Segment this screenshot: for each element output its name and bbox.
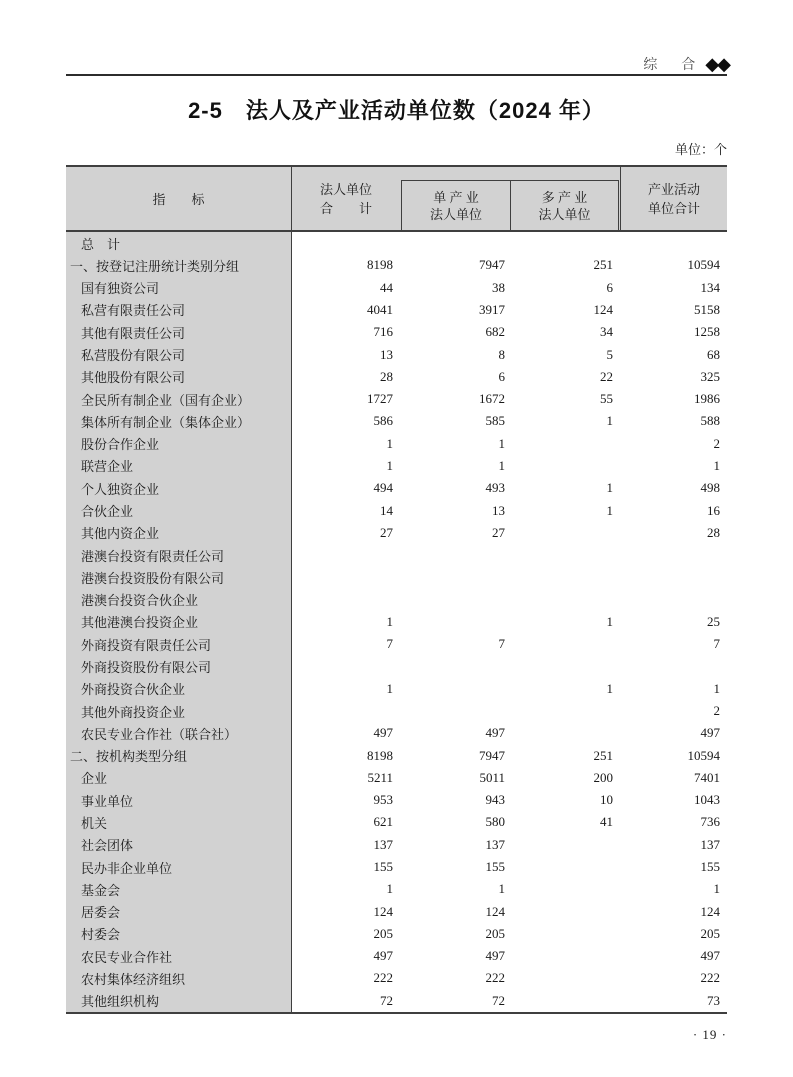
- row-value: 155: [700, 859, 720, 875]
- header-line: 法人单位: [319, 181, 372, 197]
- row-label: 农民专业合作社（联合社）: [66, 722, 292, 744]
- table-row: [66, 811, 727, 833]
- row-value: 3917: [479, 301, 505, 317]
- table-row: [66, 277, 727, 299]
- row-label: 股份合作企业: [66, 433, 292, 455]
- row-value: 41: [600, 814, 613, 830]
- row-value: 1: [498, 881, 505, 897]
- row-value: 1: [498, 435, 505, 451]
- row-label: 其他股份有限公司: [66, 366, 292, 388]
- row-value: 72: [380, 992, 393, 1008]
- row-label: 二、按机构类型分组: [66, 744, 292, 766]
- row-value: 22: [600, 368, 613, 384]
- header-line: 单 产 业: [433, 189, 479, 205]
- row-label: 国有独资公司: [66, 277, 292, 299]
- row-value: 1: [606, 502, 613, 518]
- row-value: 1258: [694, 324, 720, 340]
- header-activity-units-total: [620, 167, 727, 230]
- unit-note: 单位：个: [674, 142, 727, 157]
- section-header: [643, 54, 729, 74]
- row-value: 8198: [367, 257, 393, 273]
- header-legal-units-total: [292, 167, 400, 230]
- row-value: [400, 655, 512, 677]
- row-value: [512, 433, 620, 455]
- row-value: 5158: [694, 301, 720, 317]
- row-value: 25: [707, 613, 720, 629]
- row-value: [400, 544, 512, 566]
- row-label: 外商投资合伙企业: [66, 678, 292, 700]
- table-row: [66, 410, 727, 432]
- row-value: 8198: [367, 747, 393, 763]
- row-value: 155: [373, 859, 393, 875]
- row-label: 居委会: [66, 900, 292, 922]
- row-value: 200: [593, 769, 613, 785]
- row-label: 其他有限责任公司: [66, 321, 292, 343]
- row-value: [292, 566, 400, 588]
- table-row: [66, 633, 727, 655]
- row-value: 1: [606, 480, 613, 496]
- header-line: 法人单位: [538, 206, 591, 222]
- row-label: 社会团体: [66, 834, 292, 856]
- stats-table: [66, 165, 727, 1014]
- row-value: [512, 566, 620, 588]
- header-line: 产业活动: [647, 181, 700, 197]
- row-value: [292, 700, 400, 722]
- row-value: 6: [498, 368, 505, 384]
- row-value: [620, 566, 727, 588]
- row-label: 农民专业合作社: [66, 945, 292, 967]
- row-value: 205: [700, 925, 720, 941]
- table-row: [66, 611, 727, 633]
- table-row: [66, 455, 727, 477]
- row-label: 私营股份有限公司: [66, 343, 292, 365]
- row-value: 716: [373, 324, 393, 340]
- row-value: 28: [707, 524, 720, 540]
- row-label: 合伙企业: [66, 499, 292, 521]
- row-value: 124: [593, 301, 613, 317]
- table-row: [66, 834, 727, 856]
- row-value: [512, 900, 620, 922]
- row-label: 私营有限责任公司: [66, 299, 292, 321]
- row-value: 497: [485, 725, 505, 741]
- table-row: [66, 967, 727, 989]
- row-value: [620, 589, 727, 611]
- table-row: [66, 544, 727, 566]
- row-value: 16: [707, 502, 720, 518]
- row-value: 8: [498, 346, 505, 362]
- page-title: 2-5 法人及产业活动单位数（2024 年）: [188, 98, 605, 123]
- row-value: [512, 455, 620, 477]
- row-value: 5011: [479, 769, 505, 785]
- row-value: 1: [606, 613, 613, 629]
- table-row: [66, 878, 727, 900]
- row-label: 个人独资企业: [66, 477, 292, 499]
- row-value: 497: [700, 948, 720, 964]
- row-value: [292, 589, 400, 611]
- row-label: 港澳台投资股份有限公司: [66, 566, 292, 588]
- row-label: 外商投资股份有限公司: [66, 655, 292, 677]
- header-rule: [66, 74, 727, 76]
- row-value: 1043: [694, 792, 720, 808]
- row-value: 1: [606, 413, 613, 429]
- table-row: [66, 499, 727, 521]
- header-line: 多 产 业: [541, 189, 588, 205]
- header-line: 合 计: [319, 200, 372, 216]
- row-value: [400, 232, 512, 254]
- row-value: 1: [386, 680, 393, 696]
- table-row: [66, 433, 727, 455]
- page-number: · 19 ·: [692, 1027, 727, 1042]
- row-value: 124: [700, 903, 720, 919]
- table-row: [66, 522, 727, 544]
- row-label: 港澳台投资合伙企业: [66, 589, 292, 611]
- row-value: [512, 522, 620, 544]
- row-value: [512, 834, 620, 856]
- row-value: 497: [700, 725, 720, 741]
- row-value: 7: [498, 636, 505, 652]
- row-value: 943: [485, 792, 505, 808]
- row-value: 682: [485, 324, 505, 340]
- row-value: [512, 722, 620, 744]
- table-row: [66, 744, 727, 766]
- table-row: [66, 589, 727, 611]
- table-row: [66, 767, 727, 789]
- row-value: [400, 589, 512, 611]
- row-value: 134: [700, 279, 720, 295]
- table-row: [66, 923, 727, 945]
- row-value: 586: [373, 413, 393, 429]
- table-row: [66, 678, 727, 700]
- table-row: [66, 655, 727, 677]
- row-value: [512, 967, 620, 989]
- table-row: [66, 722, 727, 744]
- table-row: [66, 388, 727, 410]
- row-value: 1: [713, 881, 720, 897]
- row-value: 10: [600, 792, 613, 808]
- row-label: 联营企业: [66, 455, 292, 477]
- header-indicator: 指 标: [66, 167, 292, 230]
- row-value: 124: [485, 903, 505, 919]
- row-value: 7947: [479, 747, 505, 763]
- table-row: [66, 299, 727, 321]
- row-label: 基金会: [66, 878, 292, 900]
- row-label: 企业: [66, 767, 292, 789]
- row-value: 497: [373, 948, 393, 964]
- row-value: 14: [380, 502, 393, 518]
- row-label: 外商投资有限责任公司: [66, 633, 292, 655]
- row-value: 1: [713, 680, 720, 696]
- row-value: [512, 700, 620, 722]
- row-label: 集体所有制企业（集体企业）: [66, 410, 292, 432]
- row-value: 7: [386, 636, 393, 652]
- row-value: [512, 655, 620, 677]
- row-value: [620, 232, 727, 254]
- row-value: 222: [700, 970, 720, 986]
- header-single-industry-units: [402, 181, 510, 230]
- row-value: 13: [380, 346, 393, 362]
- row-value: 1: [386, 457, 393, 473]
- row-value: 1986: [694, 391, 720, 407]
- row-value: 1: [386, 881, 393, 897]
- row-label: 其他内资企业: [66, 522, 292, 544]
- row-value: [512, 232, 620, 254]
- row-value: 1: [386, 613, 393, 629]
- row-value: 44: [380, 279, 393, 295]
- row-label: 一、按登记注册统计类别分组: [66, 254, 292, 276]
- row-value: 27: [380, 524, 393, 540]
- row-value: [512, 589, 620, 611]
- row-value: 27: [492, 524, 505, 540]
- row-value: 621: [373, 814, 393, 830]
- table-row: [66, 321, 727, 343]
- row-value: [512, 856, 620, 878]
- row-value: [512, 990, 620, 1012]
- row-value: 10594: [687, 257, 720, 273]
- row-value: 137: [700, 836, 720, 852]
- table-row: [66, 945, 727, 967]
- row-value: [512, 633, 620, 655]
- row-value: 205: [485, 925, 505, 941]
- row-value: 124: [373, 903, 393, 919]
- row-value: 251: [593, 257, 613, 273]
- row-value: 7401: [694, 769, 720, 785]
- row-value: 1: [606, 680, 613, 696]
- row-value: [292, 232, 400, 254]
- row-label: 农村集体经济组织: [66, 967, 292, 989]
- row-value: 28: [380, 368, 393, 384]
- row-value: [400, 678, 512, 700]
- row-value: [512, 544, 620, 566]
- row-value: 580: [485, 814, 505, 830]
- row-value: 1727: [367, 391, 393, 407]
- row-value: [512, 945, 620, 967]
- row-value: 4041: [367, 301, 393, 317]
- table-row: [66, 254, 727, 276]
- row-value: 155: [485, 859, 505, 875]
- table-row: [66, 990, 727, 1012]
- header-subcolumn-box: [401, 180, 619, 230]
- table-row: [66, 700, 727, 722]
- row-value: 588: [700, 413, 720, 429]
- table-row: [66, 477, 727, 499]
- row-value: 493: [485, 480, 505, 496]
- table-row: [66, 366, 727, 388]
- row-value: 205: [373, 925, 393, 941]
- row-label: 事业单位: [66, 789, 292, 811]
- table-header: [66, 165, 727, 232]
- row-value: [400, 566, 512, 588]
- table-row: [66, 900, 727, 922]
- row-value: 325: [700, 368, 720, 384]
- row-label: 港澳台投资有限责任公司: [66, 544, 292, 566]
- row-value: 222: [373, 970, 393, 986]
- row-value: [620, 544, 727, 566]
- row-value: 5: [606, 346, 613, 362]
- table-row: [66, 232, 727, 254]
- table-row: [66, 789, 727, 811]
- row-value: 34: [600, 324, 613, 340]
- row-value: 1672: [479, 391, 505, 407]
- row-value: 13: [492, 502, 505, 518]
- row-value: 5211: [367, 769, 393, 785]
- row-value: [292, 544, 400, 566]
- header-line: 法人单位: [429, 206, 482, 222]
- row-label: 总 计: [66, 232, 292, 254]
- section-label: 综 合: [643, 56, 706, 72]
- row-value: [512, 923, 620, 945]
- row-value: 497: [485, 948, 505, 964]
- row-value: [512, 878, 620, 900]
- row-label: 全民所有制企业（国有企业）: [66, 388, 292, 410]
- row-value: 2: [713, 435, 720, 451]
- row-value: 68: [707, 346, 720, 362]
- row-value: 2: [713, 703, 720, 719]
- table-body: [66, 232, 727, 1014]
- row-label: 其他港澳台投资企业: [66, 611, 292, 633]
- table-row: [66, 856, 727, 878]
- row-value: 73: [707, 992, 720, 1008]
- row-value: 251: [593, 747, 613, 763]
- row-value: 38: [492, 279, 505, 295]
- row-value: 736: [700, 814, 720, 830]
- row-value: 137: [373, 836, 393, 852]
- table-row: [66, 566, 727, 588]
- header-subcolumn-group: [400, 167, 620, 230]
- row-value: 585: [485, 413, 505, 429]
- row-value: 494: [373, 480, 393, 496]
- row-label: 机关: [66, 811, 292, 833]
- row-value: 498: [700, 480, 720, 496]
- row-value: [620, 655, 727, 677]
- row-value: 7: [713, 636, 720, 652]
- header-multi-industry-units: [510, 181, 618, 230]
- row-value: 497: [373, 725, 393, 741]
- row-value: [292, 655, 400, 677]
- row-value: 55: [600, 391, 613, 407]
- row-label: 村委会: [66, 923, 292, 945]
- row-value: 7947: [479, 257, 505, 273]
- row-value: 10594: [687, 747, 720, 763]
- row-value: 6: [606, 279, 613, 295]
- header-line: 单位合计: [647, 200, 700, 216]
- row-value: [400, 611, 512, 633]
- row-label: 民办非企业单位: [66, 856, 292, 878]
- row-value: 1: [386, 435, 393, 451]
- row-value: 222: [485, 970, 505, 986]
- row-label: 其他组织机构: [66, 990, 292, 1012]
- section-diamonds-icon: ◆◆: [705, 54, 729, 74]
- row-value: [400, 700, 512, 722]
- table-row: [66, 343, 727, 365]
- row-value: 1: [713, 457, 720, 473]
- row-value: 953: [373, 792, 393, 808]
- row-label: 其他外商投资企业: [66, 700, 292, 722]
- row-value: 1: [498, 457, 505, 473]
- row-value: 72: [492, 992, 505, 1008]
- row-value: 137: [485, 836, 505, 852]
